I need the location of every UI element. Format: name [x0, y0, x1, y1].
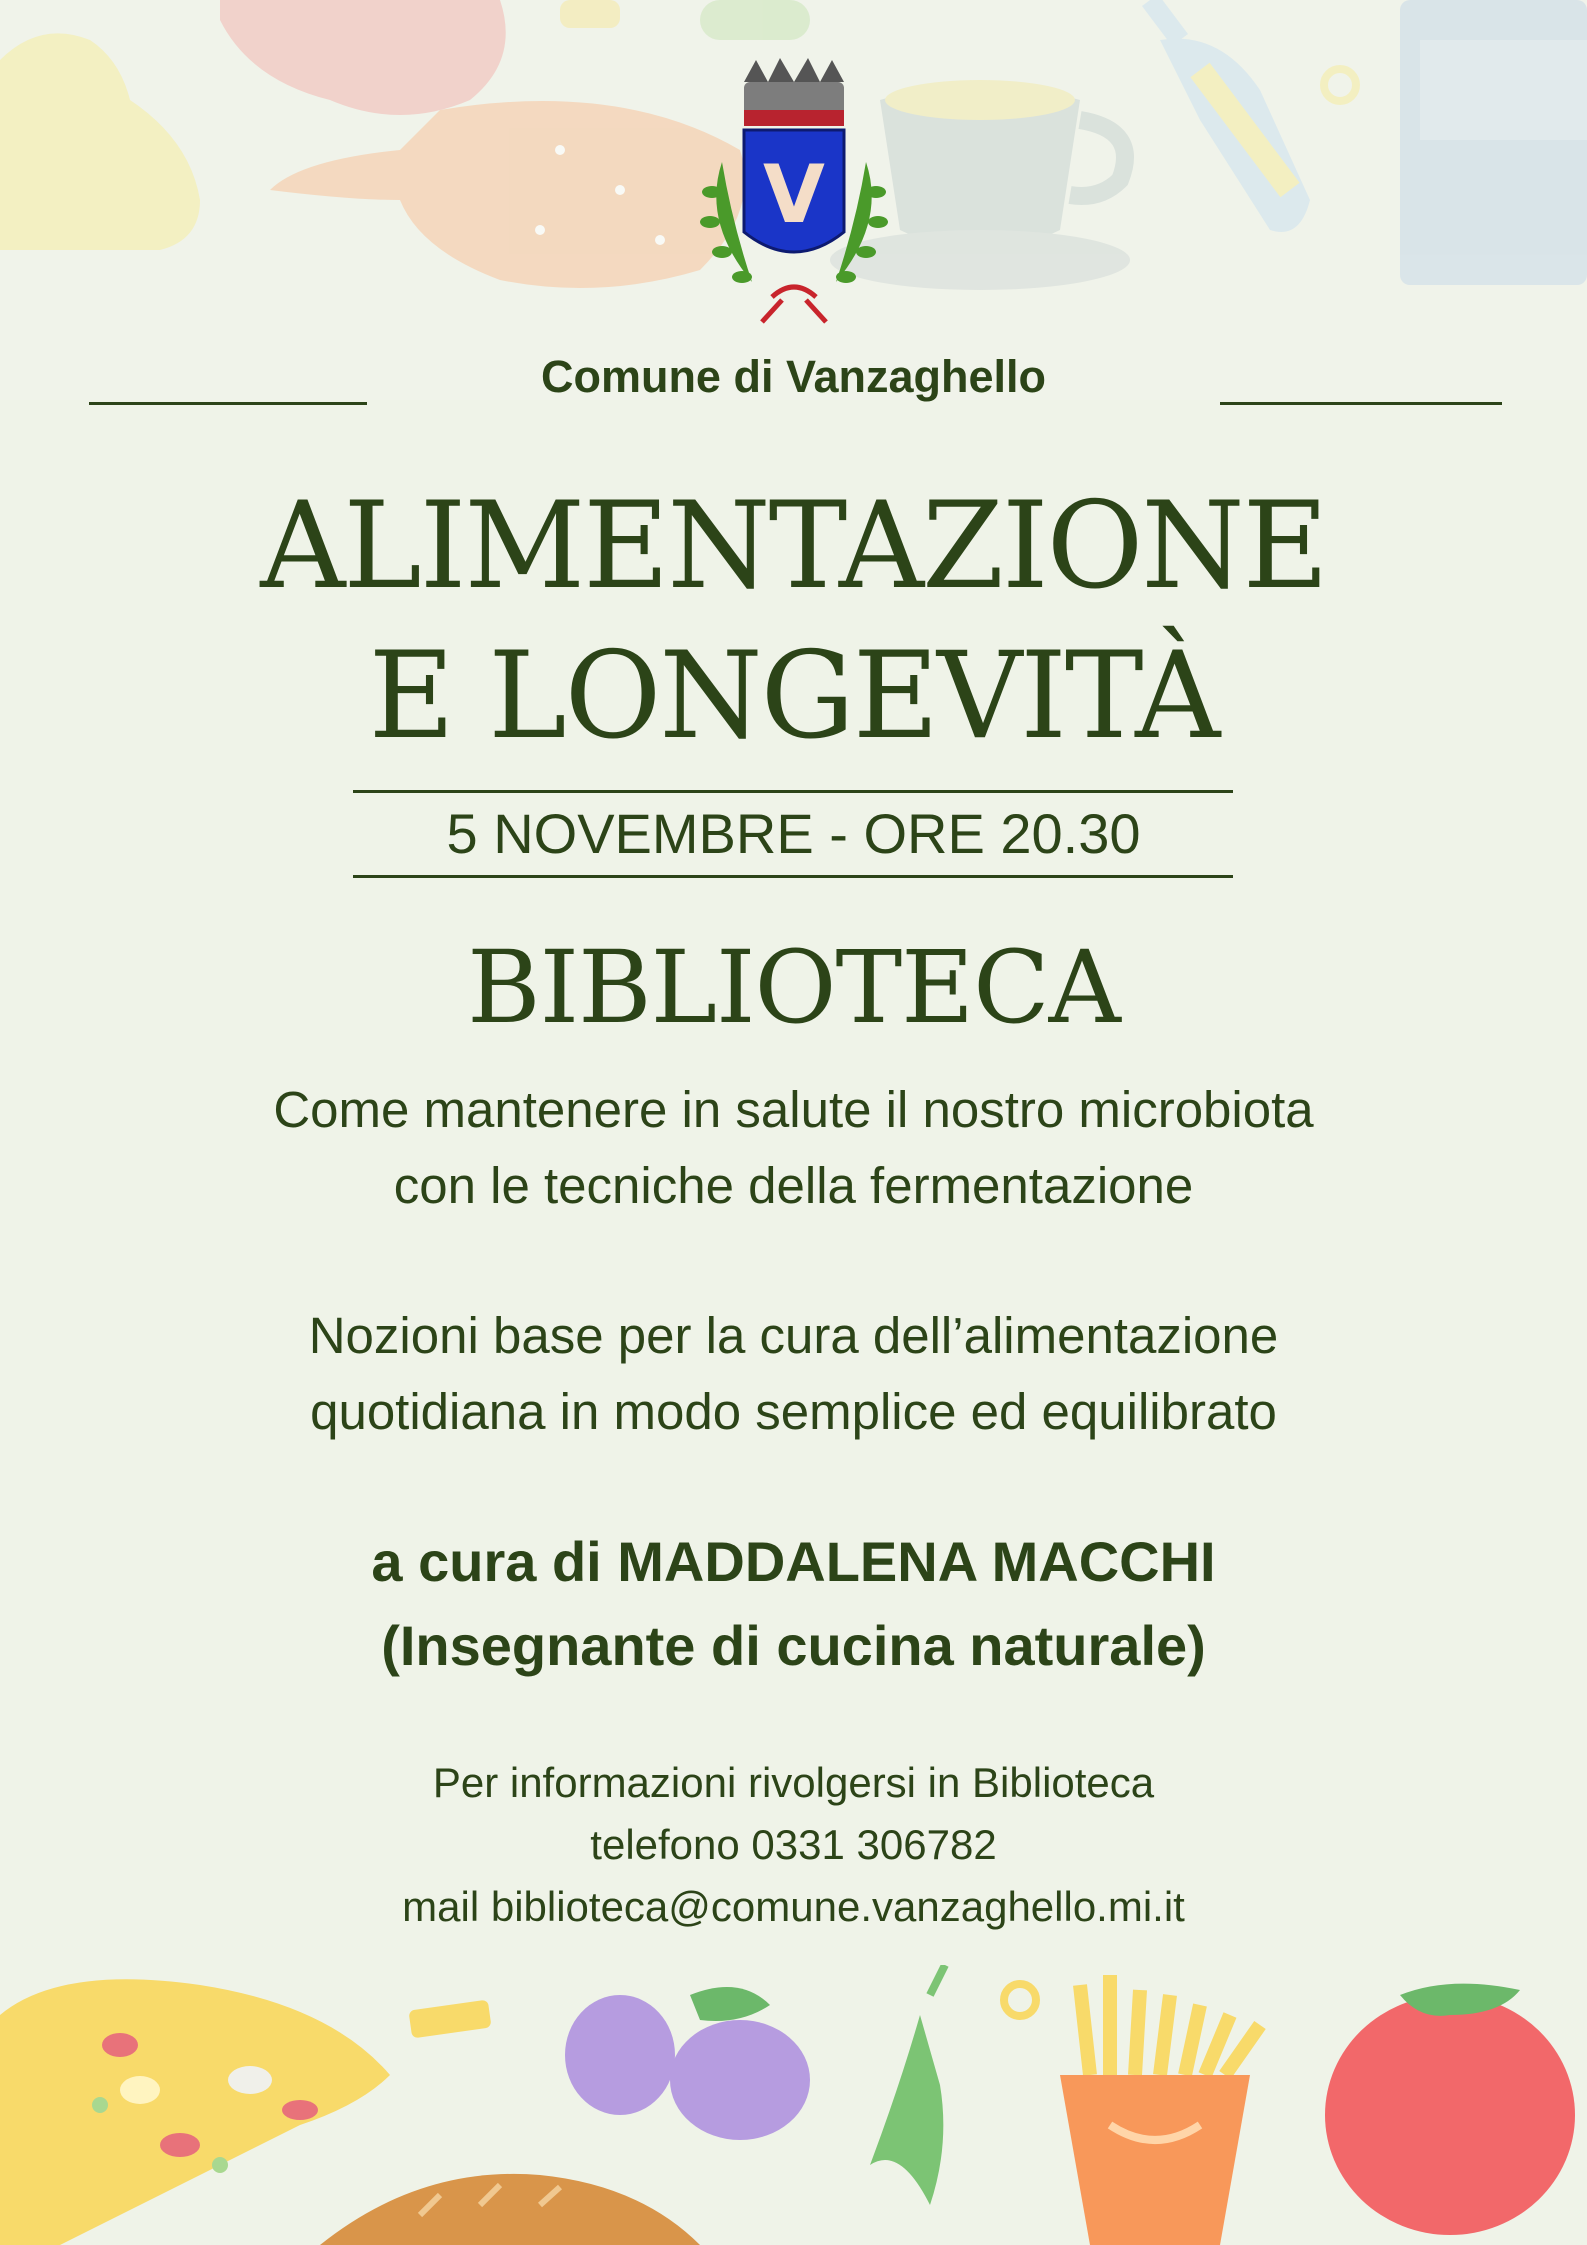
description-line: con le tecniche della fermentazione	[393, 1157, 1194, 1214]
description-line: Nozioni base per la cura dell’alimentazione	[308, 1307, 1279, 1364]
bottom-food-decorations	[0, 1965, 1587, 2245]
eggplant-icon	[565, 1987, 810, 2140]
event-title-line1: ALIMENTAZIONE	[260, 474, 1327, 616]
date-rule-bottom	[353, 875, 1233, 878]
description-line: Come mantenere in salute il nostro microbiota	[273, 1081, 1314, 1138]
milk-carton-icon	[1400, 0, 1587, 285]
contact-info	[100, 1752, 1487, 1938]
ribbon-icon	[762, 287, 826, 322]
candy-icon	[1150, 0, 1356, 232]
herb-icon	[870, 1965, 945, 2205]
comune-crest	[682, 52, 906, 337]
description-paragraph-1	[100, 1072, 1487, 1224]
crown-icon	[744, 58, 844, 126]
speaker-name: a cura di MADDALENA MACCHI	[371, 1530, 1216, 1593]
shield-icon	[744, 130, 844, 252]
contact-mail: mail biblioteca@comune.vanzaghello.mi.it	[402, 1883, 1185, 1930]
event-title-line2: E LONGEVITÀ	[368, 624, 1219, 766]
contact-phone: telefono 0331 306782	[590, 1821, 997, 1868]
event-venue: BIBLIOTECA	[467, 929, 1120, 1046]
contact-line: Per informazioni rivolgersi in Biblioteca	[432, 1759, 1155, 1806]
bread-icon	[320, 2174, 700, 2245]
fries-icon	[1004, 1975, 1260, 2245]
event-datetime: 5 NOVEMBRE - ORE 20.30	[446, 802, 1141, 865]
tomato-icon	[1325, 1984, 1575, 2235]
speaker-info	[100, 1520, 1487, 1688]
pear-icon	[0, 33, 200, 250]
header-rule-right	[1220, 402, 1502, 405]
description-paragraph-2	[100, 1298, 1487, 1450]
chicken-leg-icon	[270, 101, 745, 288]
apple-icon	[220, 0, 620, 115]
description-line: quotidiana in modo semplice ed equilibrato	[310, 1383, 1277, 1440]
speaker-role: (Insegnante di cucina naturale)	[381, 1614, 1206, 1677]
organization-name: Comune di Vanzaghello	[540, 351, 1047, 402]
date-rule-top	[353, 790, 1233, 793]
crest-letter: V	[763, 148, 825, 241]
